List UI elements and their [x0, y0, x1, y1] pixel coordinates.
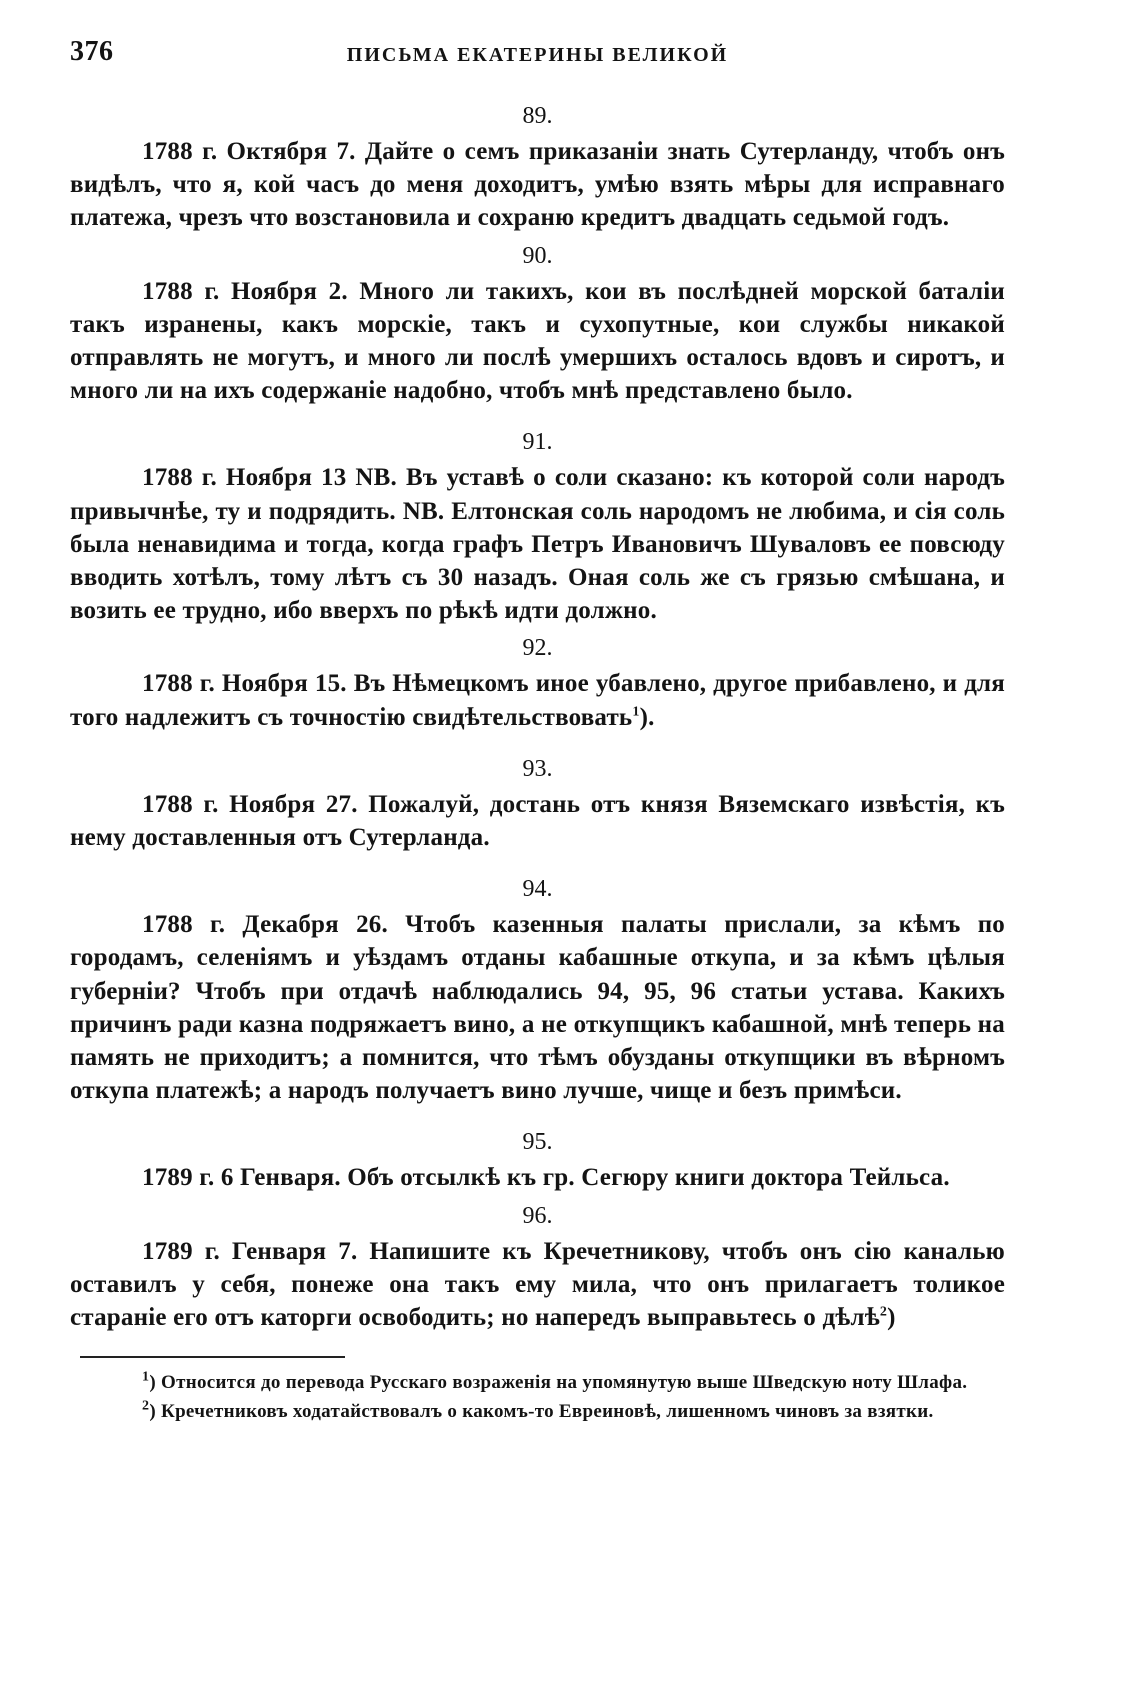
footnote — [70, 1397, 1005, 1426]
entry-number: 96. — [522, 1202, 553, 1229]
footnote-ref: 1 — [632, 704, 640, 720]
entry-text: 1788 г. Декабря 26. Чтобъ казенныя палаты прислали, за кѣмъ по городамъ, селеніямъ и уѣздамъ отданы кабашные откупа, и за кѣмъ цѣлыя губерніи? Чтобъ при отдачѣ наблюдались 94, 95, 96 статьи устава. Какихъ причинъ ради казна подряжаетъ вино, а не откупщикъ кабашной, мнѣ теперь на память не приходитъ; а помнится, что тѣмъ обузданы откупщики въ вѣрномъ откупа платежѣ; а народъ получаетъ вино лучше, чище и безъ примѣси. — [70, 911, 1005, 1105]
entry-number: 89. — [522, 103, 553, 129]
letter-entry — [70, 427, 1005, 627]
document-body — [70, 95, 1005, 1426]
entry-text-tail: ) — [887, 1304, 896, 1332]
letter-entry — [70, 633, 1005, 733]
letter-entry — [70, 1201, 1005, 1335]
letter-entry — [70, 241, 1005, 408]
entry-text: 1788 г. Ноября 27. Пожалуй, достань отъ князя Вяземскаго извѣстія, къ нему доставленныя отъ Сутерланда. — [70, 790, 1005, 852]
entry-text: 1788 г. Ноября 13 NB. Въ уставѣ о соли сказано: къ которой соли народъ привычнѣе, ту и подрядить. NB. Елтонская соль народомъ не любима, и сія соль была ненавидима и тогда, когда графъ Петръ Ивановичъ Шуваловъ ее повсюду вводить хотѣлъ, тому лѣтъ съ 30 назадъ. Оная соль же съ грязью смѣшана, и возить ее трудно, ибо вверхъ по рѣкѣ идти должно. — [70, 464, 1005, 625]
entry-text: 1788 г. Октября 7. Дайте о семъ приказаніи знать Сутерланду, чтобъ онъ видѣлъ, что я, кой часъ до меня доходитъ, умѣю взять мѣры для исправнаго платежа, чрезъ что возстановила и сохраню кредитъ двадцать седьмой годъ. — [70, 138, 1005, 232]
page-number: 376 — [70, 36, 114, 67]
entry-text — [70, 1235, 1005, 1335]
entry-number: 92. — [522, 635, 553, 662]
running-title: ПИСЬМА ЕКАТЕРИНЫ ВЕЛИКОЙ — [346, 44, 729, 66]
page-header — [70, 36, 1005, 76]
footnote-text: ) Относится до перевода Русскаго возраженія на упомянутую выше Шведскую ноту Шлафа. — [149, 1372, 968, 1394]
footnote-text: ) Кречетниковъ ходатайствовалъ о какомъ-то Евреиновѣ, лишенномъ чиновъ за взятки. — [149, 1401, 934, 1423]
letter-entry — [70, 1127, 1005, 1194]
footnote-mark: 2 — [142, 1398, 150, 1414]
footnote-mark: 1 — [142, 1369, 150, 1385]
letter-entry — [70, 874, 1005, 1107]
entry-text — [70, 667, 1005, 733]
letter-entry — [70, 754, 1005, 854]
letter-entry — [70, 101, 1005, 235]
entry-number: 93. — [522, 755, 553, 782]
footnote-divider — [80, 1356, 345, 1358]
entry-text: 1789 г. 6 Генваря. Объ отсылкѣ къ гр. Сегюру книги доктора Тейльса. — [142, 1164, 950, 1192]
entry-text-tail: ). — [639, 703, 655, 731]
entry-number: 94. — [522, 876, 553, 903]
entry-number: 95. — [522, 1129, 553, 1156]
entry-number: 90. — [522, 242, 553, 269]
footnote — [70, 1368, 1005, 1397]
entry-text-body: 1788 г. Ноября 15. Въ Нѣмецкомъ иное убавлено, другое прибавлено, и для того надлежитъ съ точностію свидѣтельствовать — [70, 670, 1005, 731]
entry-number: 91. — [522, 429, 553, 456]
entry-text-body: 1789 г. Генваря 7. Напишите къ Кречетникову, чтобъ онъ сію каналью оставилъ у себя, понеже она такъ ему мила, что онъ прилагаетъ толикое стараніе его отъ каторги освободить; но напередъ выправьтесь о дѣлѣ — [70, 1237, 1005, 1332]
footnote-ref: 2 — [879, 1304, 888, 1320]
entry-text: 1788 г. Ноября 2. Много ли такихъ, кои въ послѣдней морской баталіи такъ изранены, какъ морскіе, такъ и сухопутные, кои службы никакой отправлять не могутъ, и много ли послѣ умершихъ осталось вдовъ и сиротъ, и много ли на ихъ содержаніе надобно, чтобъ мнѣ представлено было. — [70, 277, 1005, 405]
